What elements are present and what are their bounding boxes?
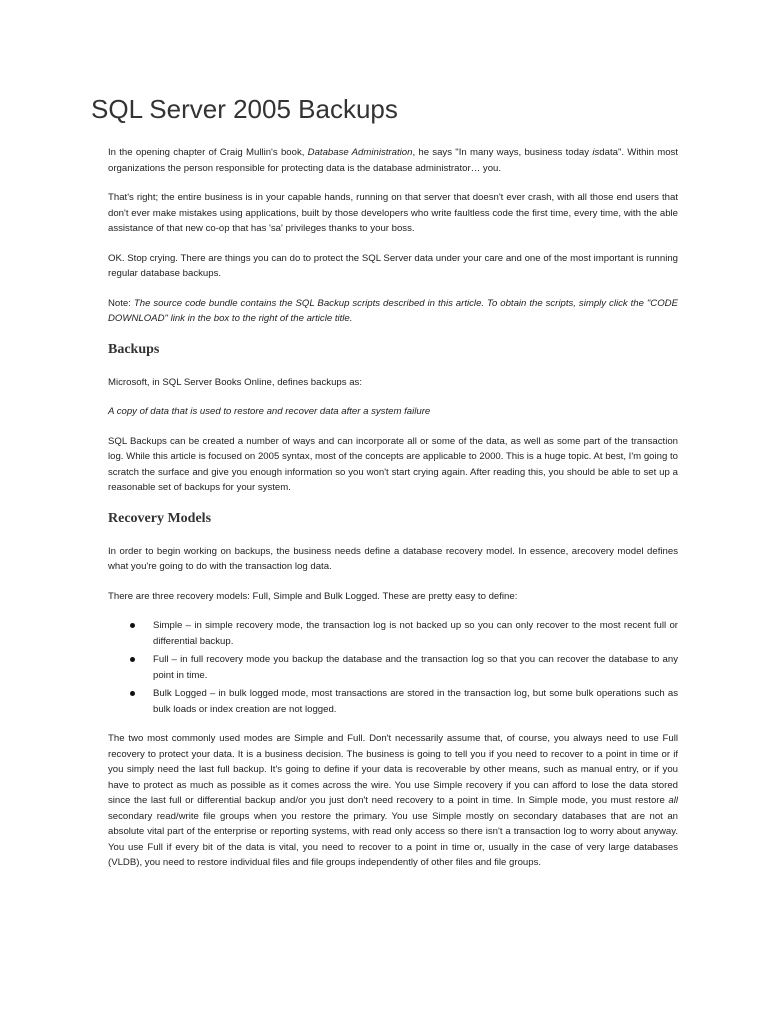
backups-paragraph-2: SQL Backups can be created a number of ways and can incorporate all or some of the data, as well as some part of the transaction log. While this article is focused on 2005 syntax, most of the concepts are applicable to 2000. This is a huge topic. At best, I'm going to scratch the surface and give you enough information so you won't start crying again. After reading this, you should be able to set up a reasonable set of backups for your system. [108,435,678,493]
recovery-text-start: The two most commonly used modes are Simple and Full. Don't necessarily assume that, of course, you always need to use Full recovery to protect your data. It is a business decision. The business is going to tell you if you need to recover to a point in time or if you simply need the last full backup. It's going to define if your data is recoverable by other means, such as manual entry, or if you have to protect as much as possible as it comes across the wire. You use Simple recovery if you can afford to lose the data stored since the last full or differential backup and/or you just don't need recovery to a point in time. In Simple mode, you must restore [108,733,678,806]
intro-paragraph-2: That's right; the entire business is in your capable hands, running on that server that doesn't ever crash, with all those end users that don't ever make mistakes using applications, built by those developers who write faultless code the first time, every time, with the able assistance of that new co-op that has 'sa' privileges thanks to your boss. [108,192,678,234]
recovery-models-list [108,618,678,717]
list-item-full [108,652,678,683]
note-label: Note: [108,297,134,309]
section-heading-recovery-models: Recovery Models [108,510,212,526]
bullet-dot-icon [130,657,135,662]
book-title: Database Administration [307,147,413,158]
list-item-simple [108,618,678,649]
section-heading-backups: Backups [108,341,160,357]
recovery-paragraph-2: There are three recovery models: Full, Simple and Bulk Logged. These are pretty easy to define: [108,590,518,602]
intro-paragraph-1 [108,145,678,176]
recovery-paragraph-1: In order to begin working on backups, the business needs define a database recovery model. In essence, arecovery model defines what you're going to do with the transaction log data. [108,545,678,572]
article-body [108,145,678,885]
list-item-text: Simple – in simple recovery mode, the transaction log is not backed up so you can only recover to the most recent full or differential backup. [153,620,678,647]
backups-definition-quote: A copy of data that is used to restore and recover data after a system failure [108,406,431,417]
recovery-paragraph-3 [108,731,678,871]
note-paragraph [108,296,678,327]
intro-text-middle: , he says "In many ways, business today [412,147,593,158]
list-item-text: Full – in full recovery mode you backup the database and the transaction log so that you can recover the database to any point in time. [153,654,678,681]
recovery-text-end: secondary read/write file groups when you restore the primary. You use Simple mostly on secondary databases that are not an absolute vital part of the enterprise or reporting systems, with read only access so there isn't a transaction log to worry about anyway. You use Full if every bit of the data is vital, you need to recover to a point in time or, usually in the case of very large databases (VLDB), you need to restore individual files and file groups independently of other files and file groups. [108,810,678,868]
intro-text-end: data". Within most organizations the person responsible for protecting data is the database administrator… you. [108,147,678,174]
bullet-dot-icon [130,623,135,628]
bullet-dot-icon [130,691,135,696]
page-title: SQL Server 2005 Backups [91,94,398,124]
list-item-text: Bulk Logged – in bulk logged mode, most transactions are stored in the transaction log, but some bulk operations such as bulk loads or index creation are not logged. [153,688,678,715]
intro-paragraph-3: OK. Stop crying. There are things you can do to protect the SQL Server data under your care and one of the most important is running regular database backups. [108,252,678,279]
note-text: The source code bundle contains the SQL Backup scripts described in this article. To obtain the scripts, simply click the "CODE DOWNLOAD" link in the box to the right of the article title. [108,297,678,324]
list-item-bulk-logged [108,686,678,717]
emphasis-all: all [668,795,678,806]
backups-paragraph-1: Microsoft, in SQL Server Books Online, defines backups as: [108,376,362,388]
intro-text-start: In the opening chapter of Craig Mullin's book, [108,147,308,158]
emphasis-is: is [592,147,600,158]
